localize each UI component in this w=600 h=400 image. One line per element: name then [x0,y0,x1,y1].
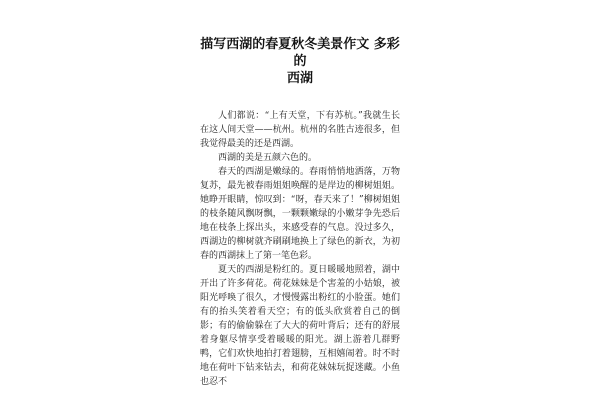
article-title [200,36,400,87]
paragraph: 人们都说：“上有天堂，下有苏杭。”我就生长在这人间天堂——杭州。杭州的名胜古迹很多，但我觉得最美的还是西湖。 [200,111,400,149]
article-title-line-2: 西湖 [286,71,313,86]
article-body [200,109,400,389]
article-title-line-1: 描写西湖的春夏秋冬美景作文 多彩的 [200,37,400,69]
paragraph: 西湖的美是五颜六色的。 [218,153,318,163]
article [200,36,400,389]
paragraph: 夏天的西湖是粉红的。夏日暖暖地照着，湖中开出了许多荷花。荷花妹妹是个害羞的小姑娘，被阳光呼唤了很久，才慢慢露出粉红的小脸蛋。她们有的抬头笑着看天空；有的低头欣赏着自己的倒影；有的偷偷躲在了大大的荷叶背后；还有的舒展着身躯尽情享受着暖暖的阳光。湖上游着几群野鸭，它们欢快地拍打着翅膀，互相嬉闹着。时不时地在荷叶下钻来钻去，和荷花妹妹玩捉迷藏。小鱼也忍不 [200,265,400,387]
paragraph: 春天的西湖是嫩绿的。春雨悄悄地洒落，万物复苏，最先被春雨姐姐唤醒的是岸边的柳树姐姐。她睁开眼睛，惊叹到：“呀，春天来了！”柳树姐姐的枝条随风飘呀飘，一颗颗嫩绿的小嫩芽争先恐后地在枝条上探出头，来感受春的气息。没过多久，西湖边的柳树就齐刷刷地换上了绿色的新衣，为初春的西湖抹上了第一笔色彩。 [200,167,400,261]
